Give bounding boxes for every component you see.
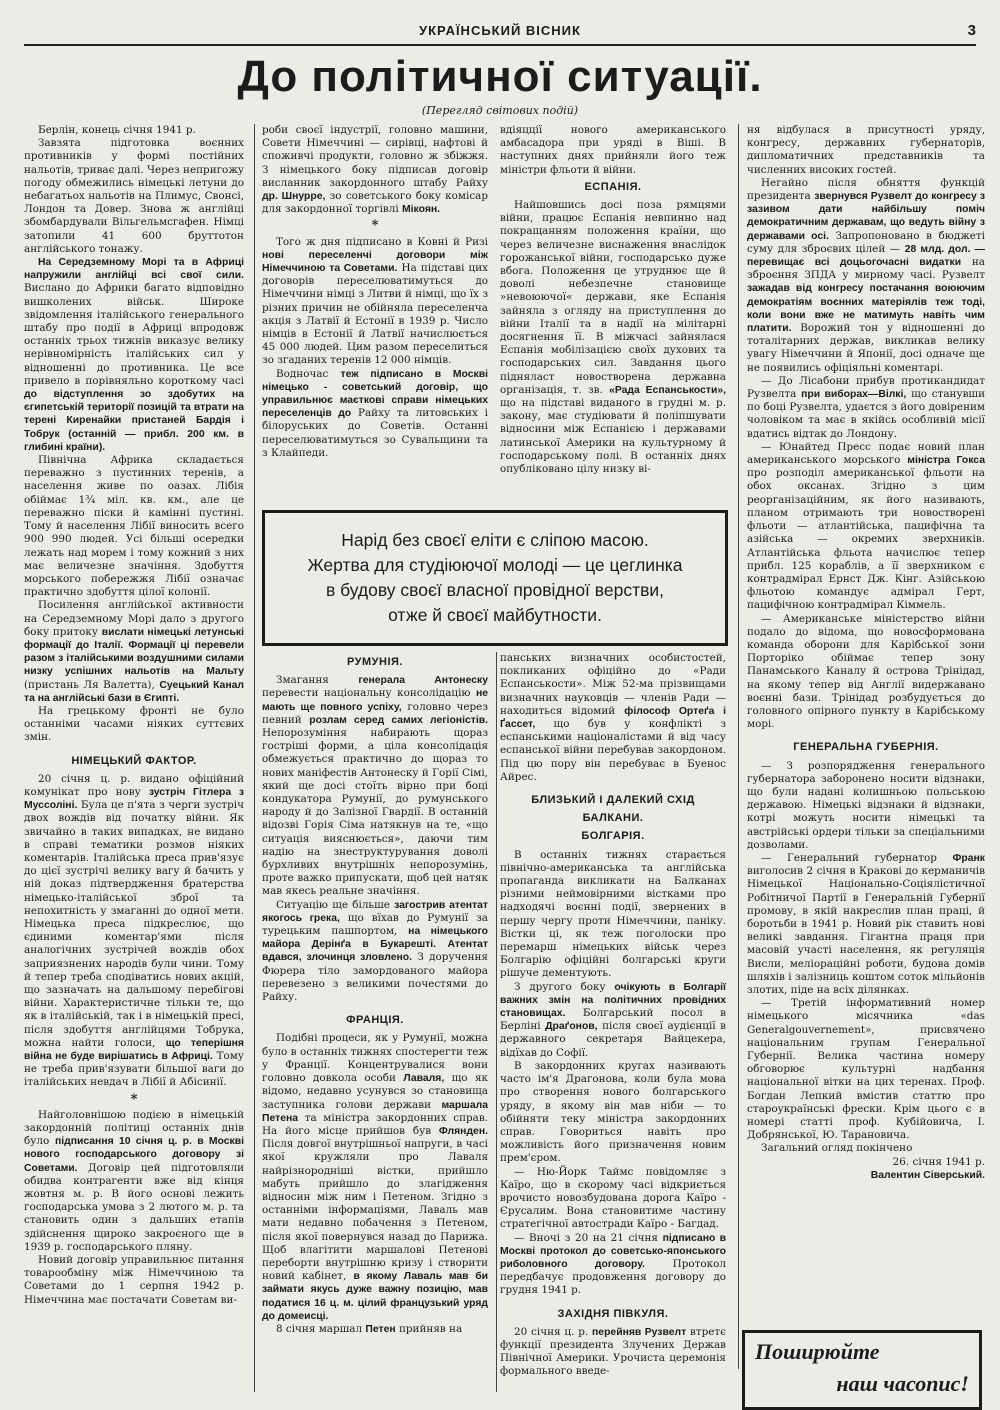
bold-text: на німецького майора Дерінґа в Букарешті. Атентат вдався, злочинця зловлено.: [262, 926, 488, 964]
column-2-top: [262, 124, 488, 504]
text: прийняв на: [395, 1322, 463, 1335]
text: Негайно після обняття функцій президента: [747, 176, 985, 203]
bold-text: філософ Ортеґа і Ґассет,: [500, 705, 726, 731]
text: Посилення англійської активности на Середземному Морі дало з другого боку притоку: [24, 599, 244, 638]
section-heading-east: БЛИЗЬКИЙ І ДАЛЕКИЙ СХІД: [531, 794, 695, 807]
text: що вїхав до Румунії за турецьким пашпортом,: [262, 911, 488, 938]
paragraph: Завзята підготовка воєнних противників у формі постійних нальотів, триває далі. Через непригожу погоду обмежились німецькі летуни до небагатьох нальотів на Плимус, Свонсі, Лондон та Довер. Знова ж англійці збомбардували Вільгельмсгафен. Німці затопили 41 600 бруттотон англійського тонажу.: [24, 137, 244, 255]
paragraph: — Американське міністерство війни подало до відома, що новосформована команда оборони для Карібської зони Порторіко обіймає тепер зону Панамського Каналу й острова Трінідад, на якому тепер від Англії видержаванo воєнні бази. Трінідад розбудується до головного опірного пункту в Карібському морі.: [747, 612, 985, 731]
bold-text: Франк: [952, 852, 985, 864]
bold-text: Фляндeн.: [438, 1125, 488, 1137]
text: Вислано до Африки багато відповідно вишколених військ. Широке звідомлення італійського генерального штабу про події в Африці впродовж останніх трьох тижнів виказує велику нерівномірність італійських сил у відношенні до противника. Це все привело в порівняльно короткому часі: [24, 282, 244, 387]
bold-text: зустріч Гітлера з Муссоліні.: [24, 786, 244, 812]
paragraph: — Третій інформативний номер німецького місячника «das Generalgouvernement», присвячено національним групам Генеральної Губернії. Велика частина номеру обговорює культурні надбання національної вітки на цих теренах. Проф. Богдан Лепкий вмістив статтю про староукраїнські фрески. Крім цього є в номері статті проф. Кубійовича, І. Добрянської, Ю. Тарановича.: [747, 997, 985, 1142]
bold-text: «Рада Еспанськости»,: [609, 384, 727, 396]
paragraph: [262, 674, 488, 898]
promo-line-1: Поширюйте: [755, 1339, 880, 1364]
promo-box: [742, 1330, 982, 1410]
text: роби своєї індустрії, головно машини, Совети Німеччині — сирівці, нафтові й споживчі продукти, головно ж збіжжя. З німецького боку підписав договір висланник закордонного штабу Райху: [262, 124, 488, 189]
text: Була це п'ята з черги зустріч двох вождів від початку війни. Як звичайно в таких випадках, не видано в справі тематики розмов ніяких коментарів. Італійська преса прив'язує до цієї зустрічі велику вагу й бачить у ній доказ підтвердження братерства німецько-італійської зброї та непохитність у змаганні до одної мети. Німецька преса підкреслює, що єдиними коментар'ями після аналогічних зустрічей вождів обох заприязнених народів були чини. Тому й тепер треба сподіватись нових акцій, що зазначать на дальшому перебігові війни. Характеристичне тільки те, що як в італійській, так і в німецькій пресі, після здобуття англійцями Тобрука, можна найти голоси,: [24, 799, 244, 1049]
bold-text: підписання 10 січня ц. р. в Москві нового господарського договору зі Советами.: [24, 1136, 245, 1174]
bold-text: Суецький Канал та на англійські бази в Єгипті.: [24, 679, 244, 704]
bold-text: зажадав від конгресу постачання воюючим демократіям воєнних матеріялів теж тоді, коли вони вже не матимуть навіть чим платити.: [747, 283, 985, 335]
paragraph: [500, 199, 726, 476]
text: Ситуацію ще більше: [276, 898, 395, 911]
paragraph: [24, 1109, 244, 1254]
paragraph: [747, 441, 985, 613]
text: що станувши по боці Рузвелта, удаєтся з його довіреним чоловіком та має в якійсь особливій місії вдатись відтак до Лондону.: [747, 388, 986, 440]
bold-text: в якому Лаваль мав би займати якусь дуже важну позицію, мав податися 16 ц. м. цілий французький уряд до домеисці.: [262, 1271, 488, 1322]
date-line: 26. січня 1941 р.: [892, 1155, 985, 1168]
paragraph: [24, 773, 244, 1090]
text: Ворожий тон у відношенні до тоталітарних держав, викликав велику увагу Німеччини й Японії, досі одначе ще не появились офіціяльні коментарі.: [747, 322, 985, 374]
bold-text: Лаваля,: [403, 1073, 445, 1085]
paragraph: [747, 375, 985, 441]
paragraph: [747, 852, 985, 997]
paragraph: вдіяцції нового американського амбасадора при уряді в Віші. В наступних днях прийняли його теж міністри фльоти й війни.: [500, 124, 726, 176]
paragraph: В останніх тижнях старається північно-американська та англійська пропаганда викликати на Балканах різними неймовірними вістками про надходячі воєнні події, звернених в першу чергу проти Німеччини, паніку. Вістки ці, як теж поголоски про перемарш німецьких військ через Болгарію офіційні болгарські круги рішуче дементують.: [500, 848, 726, 980]
article-subtitle: (Перегляд світових подій): [421, 104, 579, 117]
bold-text: що теперішня війна не буде вирішатись в Африці.: [24, 1037, 244, 1063]
paragraph: [262, 1323, 488, 1336]
paragraph: [747, 177, 985, 375]
text: Тому не треба прив'язувати більшої ваги до італійських невдач в Лібії й Абісинії.: [24, 1050, 244, 1089]
text: З доручення Фюрера тіло замордованого майора перевезено з великими почестями до Райху.: [262, 951, 488, 1004]
text: панських визначних особистостей, покликаних офіційно до «Ради Еспанськости». Між 52-ма прізвищами визначних науковців — членів Ради — находиться відомий: [500, 652, 726, 717]
column-3-bottom: [500, 652, 726, 1392]
section-heading-spain: ЕСПАНІЯ.: [584, 180, 642, 193]
bold-text: при виборах—Вілкі,: [801, 389, 907, 401]
separator: *: [371, 218, 379, 234]
paragraph: [500, 1326, 726, 1379]
text: Найголовнішою подією в німецькій закордонній політиці останніх днів було: [24, 1108, 244, 1148]
text: Після довгої внутрішньої напруги, в часі якої кружляли про Лаваля найрізнородніші вістки, прийшло мабуть прийшло до злагідження відносин між ним і Петеном. Згідно з останніми інформаціями, Лаваль мав мати недавно побачення з Петеном, після якої повернувся назад до Парижа. Щоб влагітити маршалові Петенові переборти внутрішню кризу і створити новий кабінет,: [262, 1138, 488, 1283]
text: зо советського боку комісар для закордонної торгівлі: [262, 190, 489, 216]
quote-box: [262, 510, 728, 646]
bold-text: нові переселенчі договори між Німеччиною та Советами.: [262, 249, 488, 275]
text: що на підставі виданого в грудні м. р. закону, має студіювати й поліпшувати відносини між Еспанією і державами латинської Америки на культурному й господарському полі. В останніх днях опубліковано цілу низку ві-: [500, 397, 726, 476]
column-3-top: [500, 124, 726, 504]
paragraph: [262, 1032, 488, 1322]
text: Запропоновано в бюджеті суму для зброєвих цілей —: [747, 229, 985, 255]
promo-line-2: наш часопис!: [836, 1371, 969, 1396]
text: що був у конфлікті з еспанськими націоналістами й від часу еспанської війни перебував закордоном. Під цю пору він перебуває в Буенос Айрес.: [500, 718, 726, 783]
text: Райху та литовських і білоруських до Советів. Останні переселюватимуться зо Сувальщини та з Клайпеди.: [262, 407, 488, 459]
quote-text: Нарід без своєї еліти є сліпою масою. Жертва для студіюючої молоді — це цеглинка в будову своєї власної провідної верстви, отже й своєї майбутности.: [307, 530, 683, 625]
bold-text: теж підписано в Москві німецько - советський договір, що управильнює маєткові справи німецьких переселенців до: [262, 368, 488, 420]
text: Найшовшись досі поза рямцями війни, працює Еспанія невпинно над покращанням положення країни, що через величезне виснаження внаслідок горожанської війни, господарсько дуже вбога. Положення це утруднює ще й доволі небезпечне становище »невоюючої« держави, яке Еспанія зайняла з огляду на приступлення до війни Італії та в надії на мілітарні досягнення її. В міжчасі зайнялася Еспанія мобілізацією своїх духових та господарських сил. Завдання цього підняласт новостворена державна організація, т. зв.: [500, 199, 726, 396]
article-title: До політичної ситуації.: [237, 52, 763, 101]
paragraph: — Ню-Йорк Таймс повідомляє з Каїро, що в скорому часі відкриється врочисто новозбудована дорога Каїро - Єрусалим. Вона становитиме частину стратегічної автостради Каїро - Багдад.: [500, 1165, 726, 1231]
text: Водночас: [276, 367, 341, 380]
paragraph: [24, 256, 244, 454]
text: та міністра закордонних справ. На його місце прийшов був: [262, 1111, 488, 1137]
section-heading-bulgaria: БОЛГАРІЯ.: [581, 830, 645, 843]
section-heading-romania: РУМУНІЯ.: [346, 656, 403, 668]
section-heading-france: ФРАНЦІЯ.: [346, 1014, 404, 1027]
bold-text: вислати німецькі летунські формації до Італії. Формації ці перевели разом з італійськими воздушними силами низку успішних нальотів на Мальту: [24, 626, 244, 678]
closing-line: Загальний огляд покінчено: [761, 1142, 913, 1155]
text: виголосив 2 січня в Кракові до керманичів Німецької Національно-Соціялістичної Робітничої Партії в Генеральній Губернії промову, в якій накреслив план праці, й боротьби в 1941 р. Новий рік ставить нові великі завдання. Гігантна праця при масовій участі населення, як регуляція Висли, меліораційні роботи, будова домів шляхів і залізниць коштом соток мільйонів злотих, піде на всіх ділянках.: [747, 865, 985, 996]
text: 20 січня ц. р. видано офіційний комунікат про нову: [24, 772, 244, 798]
text: втретє функції президента Злучених Держав Північної Америки. Урочиста церемонія формального введе-: [500, 1325, 726, 1378]
text: 8 січня маршал: [276, 1322, 366, 1335]
separator: *: [130, 1091, 138, 1107]
text: Договір цей підготовляли обидва контрагенти вже від кінця жовтня м. р. В його основі лежить господарська умова з 2 лютого м. р. та становить один з дальших етапів здійснення щироко закроєного ще в 1939 р. господарського пляну.: [24, 1161, 244, 1253]
bold-text: Драґонов,: [545, 1021, 598, 1033]
section-heading-general-gubernia: ГЕНЕРАЛЬНА ГУБЕРНІЯ.: [793, 741, 939, 754]
paragraph: [262, 368, 488, 460]
paragraph: [500, 652, 726, 784]
text: Болгарський посол в Берліні: [500, 1007, 726, 1033]
text: — Генеральний губернатор: [761, 851, 953, 864]
paragraph: [262, 124, 488, 216]
section-heading-balkans: БАЛКАНИ.: [582, 812, 644, 825]
text: на зброєння ЗПДА у мирному часі. Рузвелт: [747, 256, 985, 282]
paragraph: ня відбулася в присутності уряду, конгресу, державних губернаторів, дипломатичних представників та численних високих гостей.: [747, 124, 985, 176]
bold-text: др. Шнурре,: [262, 191, 326, 203]
paragraph: — З розпорядження генерального губернатора заборонено носити відзнаки, що були надані колишньою польською державою. Німецькі відзнаки й відзнаки, котрі можуть носити німецькі та австрійські ордери тільки за спеціальними дозволами.: [747, 759, 985, 851]
paragraph: Північна Африка складається переважно з пустинних теренів, а населення живе по оазах. Лібія обіймає 1¾ міл. кв. км., але це переважно піски й камінні пустині. Тому й населення Лібії виносить всего 900 990 людей. Усі більші осередки лежать над морем і тому кожний з них має величезне значіння. Здобуття морського побережжя Лібії означає практично здобуття цілої колонії.: [24, 454, 244, 599]
page-number: 3: [967, 22, 976, 39]
bold-text: Мікоян.: [402, 204, 441, 216]
publication-name: УКРАЇНСЬКИЙ ВІСНИК: [419, 23, 581, 38]
bold-text: маршала Петена: [262, 1099, 488, 1124]
text: 20 січня ц. р.: [514, 1325, 593, 1338]
paragraph: [24, 599, 244, 705]
text: головно через певний: [262, 700, 488, 726]
author-signature: Валентин Сіверський.: [870, 1169, 985, 1181]
text: На підставі цих договорів переселюватимуться до Німеччини німці з Литви й німці, що їх з різних причин не обійняла переселенча акція з Латвії й Естонії в 1939 р. Число німців в Естонії й Латвії начислюється 45 000 людей. Цим разом переселиться зо згаданих теренів 12 000 німців.: [262, 262, 488, 367]
text: — Юнайтед Пресс подає новий план американського морського: [747, 440, 985, 467]
paragraph: Новий договір управильнює питання товарообміну між Німеччиною та Советами до 1 серпня 1942 р. Німеччина має постачати Советам ви-: [24, 1254, 244, 1306]
bold-text: міністра Гокса: [907, 455, 985, 467]
page-header: [24, 22, 976, 46]
bold-text: не мають ще повного успіху,: [262, 688, 488, 713]
paragraph: [500, 981, 726, 1060]
bold-text: підписано в Москві протокол до советсько-японського риболовного договору.: [500, 1232, 726, 1270]
text: (пристань Ля Валетта),: [24, 678, 160, 691]
text: Того ж дня підписано в Ковні й Ризі: [276, 235, 488, 248]
bold-text: очікують в Болгарії важних змін на політичних провідних становищах.: [500, 981, 726, 1020]
text: що як відомо, недавно усунувся зо становища заступника голови держави: [262, 1072, 488, 1111]
section-heading-west: ЗАХІДНЯ ПІВКУЛЯ.: [557, 1307, 669, 1320]
bold-text: На Середземному Морі та в Африці напружили англійці всі свої сили.: [24, 257, 244, 282]
text: про розподіл американської фльоти на обох оксанах. Згідно з цим реорганізаційним, як його називають, планом отримають три новостворені фльоти — атлантійська, пацифічна та азійська — окремих зверхників. Атлантійська фльота начислює тепер прибл. 125 кораблів, а її зверхником є контрадмірал Ернст Дж. Кінг. Азійською фльотою командує адмірал Герт, пацифічною контрадмірал Кіммель.: [747, 467, 985, 612]
text: Змагання: [276, 674, 359, 687]
dateline: Берлін, конець січня 1941 р.: [38, 124, 196, 136]
column-2-bottom: [262, 652, 497, 1392]
text: Протокол передбачує продовження договору до грудня 1941 р.: [500, 1257, 726, 1297]
bold-text: Петен: [365, 1323, 396, 1335]
paragraph: [500, 1232, 726, 1298]
bold-text: генерала Антонеску: [358, 675, 488, 687]
paragraph: На грецькому фронті не було останніми часами ніяких суттєвих змін.: [24, 704, 244, 744]
text: — До Лісабони прибув протикандидат Рузвелта: [747, 374, 985, 401]
bold-text: загострив атентат якогось грека,: [262, 899, 488, 924]
paragraph: [262, 899, 488, 1005]
text: перевести національну консолідацію: [262, 687, 476, 700]
bold-text: перейняв Рузвелт: [592, 1326, 687, 1338]
bold-text: звернувся Рузвелт до конгресу з зазивом дати найбільшу поміч демократичним державам, що ведуть війну з державами осі.: [747, 191, 985, 242]
paragraph: В закордонних кругах називають часто ім'я Драгонова, коли була мова про створення нового болгарського уряду, в якому він мав ніби — то обійняти теку міністра закордонних справ. Говориться навіть про можливість його призначення новим прем'єром.: [500, 1059, 726, 1165]
text: Непорозуміння набирають щораз гостріші форми, а ціла консолідація обмежується практично до щораз то нових маніфестів Антонеску й Горії Сімі, який ще досі стоїть вірно при боці кондукатора Румунії, до румунського народу й до Залізної Гвардії. В останній відозві Горія Сіма натякнув на те, «що ситуація вияснюється», даючи тим надію на знеструктурування доволі бурхливих внутрішніх непорозумінь, проте важко припускати, щоб цей натяк мав якесь реальне значіння.: [262, 727, 488, 898]
text: Подібні процеси, як у Румунії, можна було в останніх тижнях спостерегти теж у Франції. Концентрувалися вони головно довкола особи: [262, 1032, 488, 1085]
bold-text: 28 млд. дол. — перевищає всі доцьогочасні видатки: [747, 243, 985, 269]
section-heading-german: НІМЕЦЬКИЙ ФАКТОР.: [71, 754, 197, 767]
column-1: [24, 124, 255, 1392]
text: — Вночі з 20 на 21 січня: [514, 1231, 663, 1244]
column-4: [738, 124, 985, 1369]
bold-text: до відступлення зо здобутих на єгипетській території позицій та втрати на терені Киренайки пристаней Бардія і Тобрук (останній — прибл. 200 км. в глибині країни).: [24, 389, 244, 453]
paragraph: [262, 236, 488, 368]
text: після своєї аудієнції в державного секретаря Вайцекера, відїхав до Софії.: [500, 1020, 726, 1059]
bold-text: розлам серед самих легіоністів.: [309, 714, 488, 726]
text: З другого боку: [514, 980, 615, 993]
